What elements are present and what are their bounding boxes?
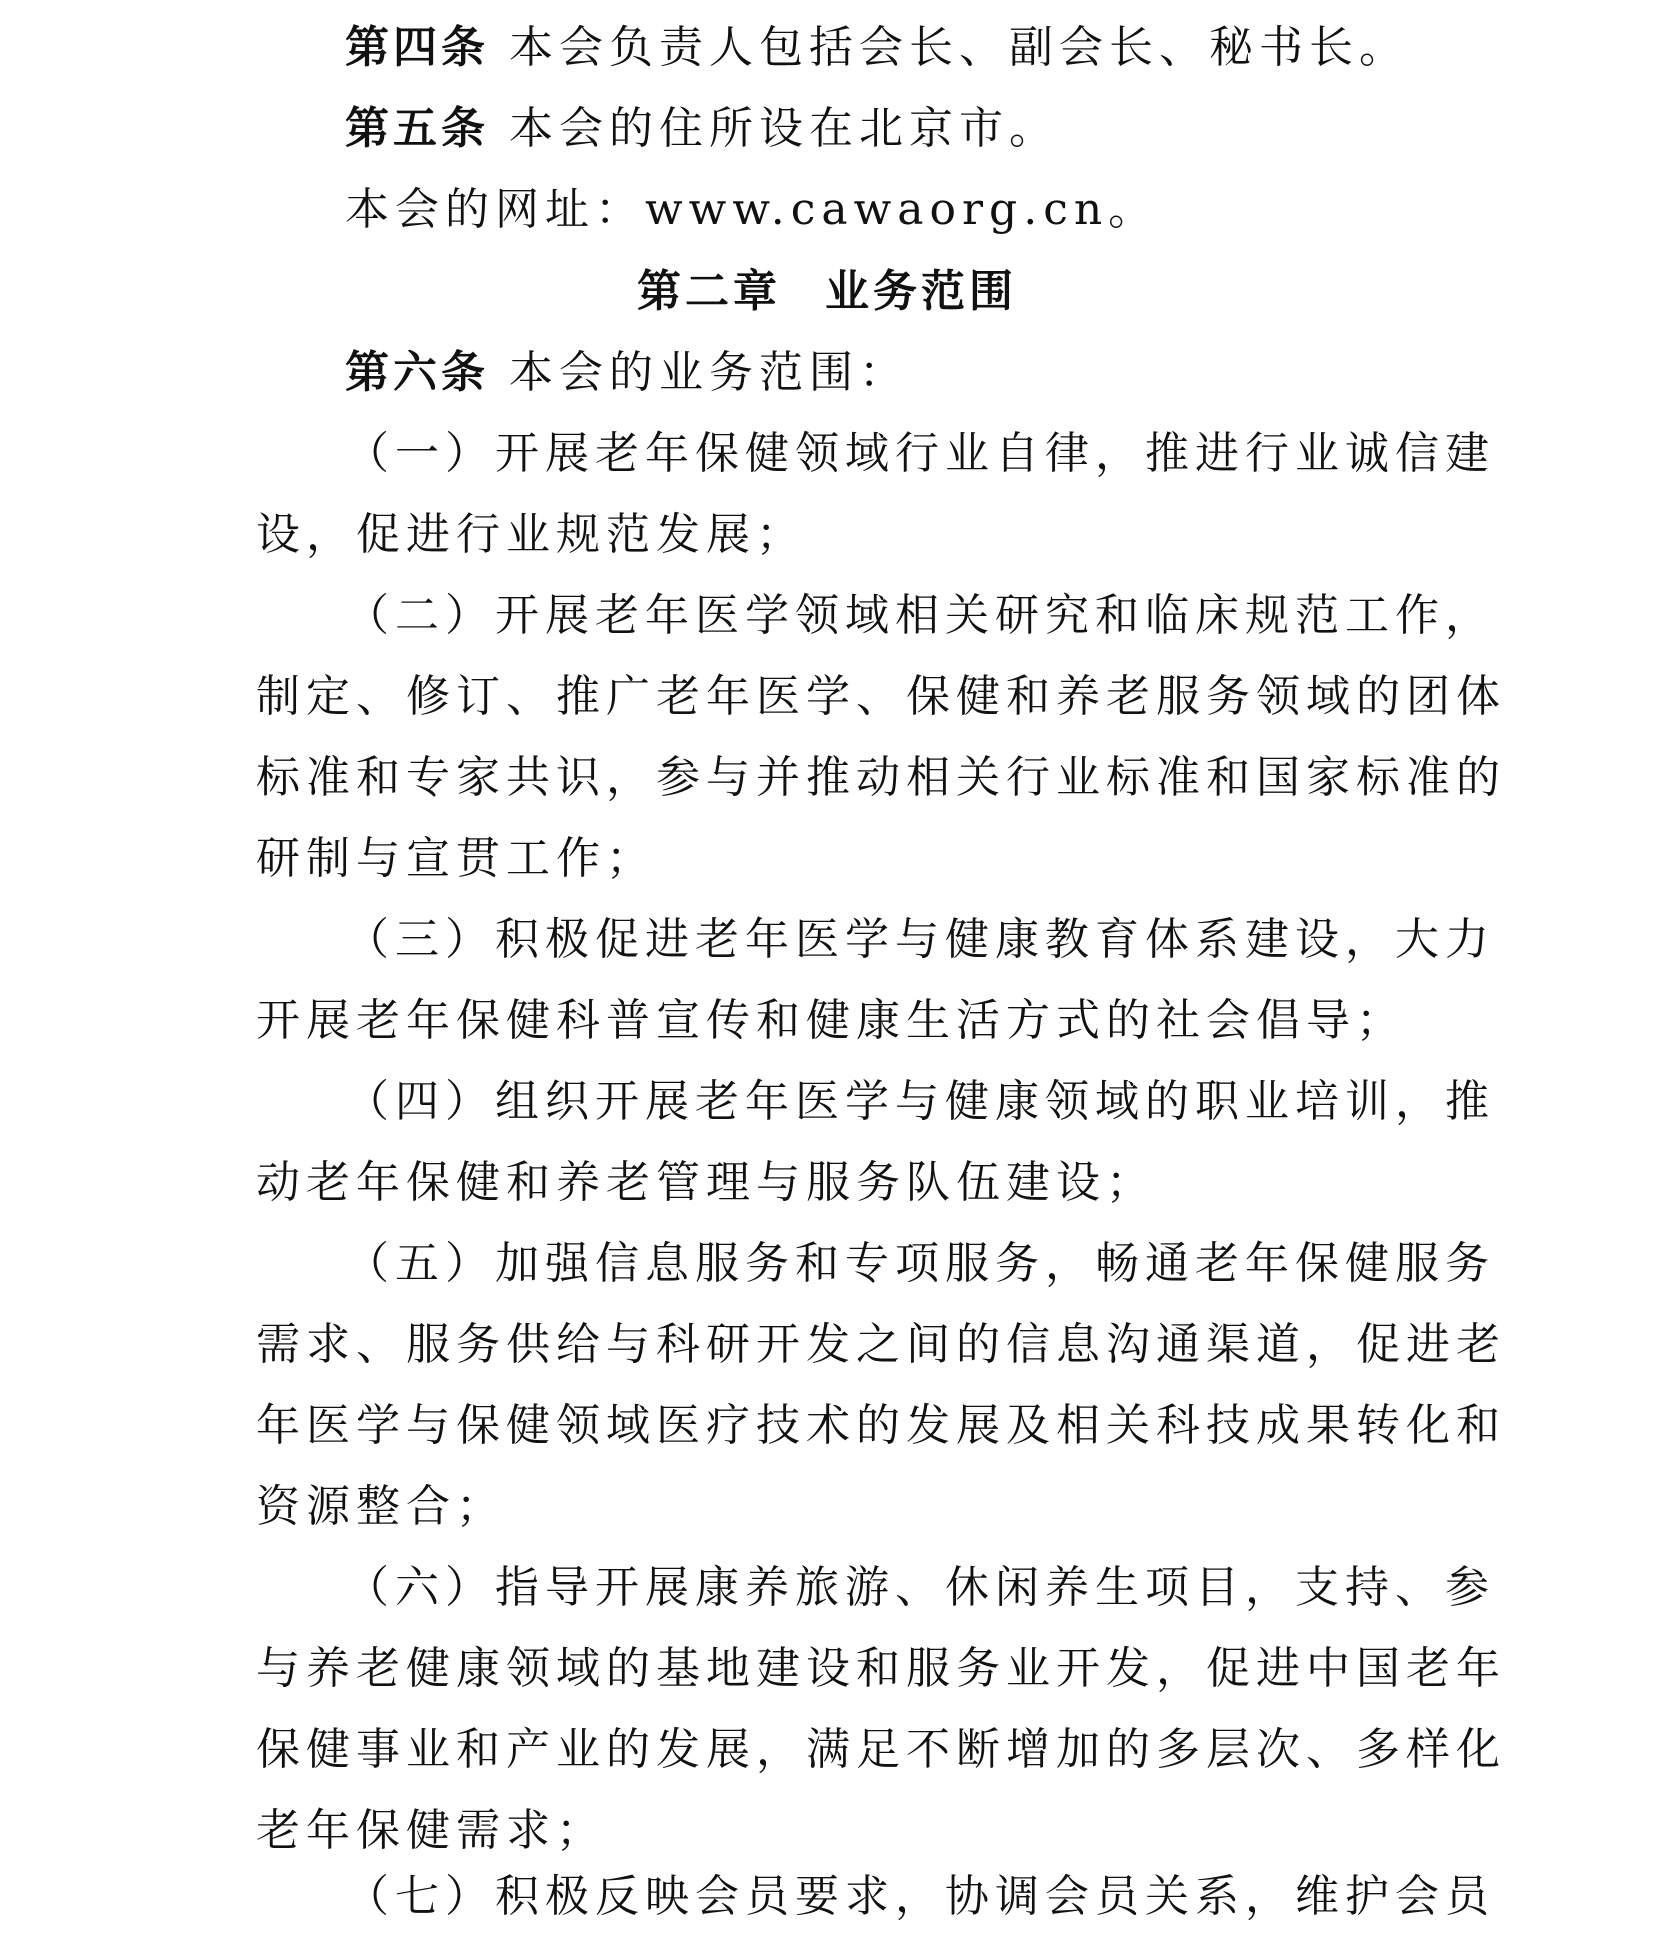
item-4-line-1: （四）组织开展老年医学与健康领域的职业培训，推 <box>345 1076 1495 1127</box>
article-4 <box>345 8 1409 88</box>
article-5 <box>345 89 1372 169</box>
article-5-text: 本会的住所设在北京市。 <box>509 103 1059 154</box>
item-5-line-1: （五）加强信息服务和专项服务，畅通老年保健服务 <box>345 1238 1495 1289</box>
article-4-label: 第四条 <box>345 22 489 73</box>
website-text: 本会的网址：www.cawaorg.cn。 <box>345 184 1159 235</box>
item-5-line-3: 年医学与保健领域医疗技术的发展及相关科技成果转化和 <box>256 1400 1506 1451</box>
item-6-line-1: （六）指导开展康养旅游、休闲养生项目，支持、参 <box>345 1562 1495 1613</box>
item-2-line-4: 研制与宣贯工作； <box>256 833 656 884</box>
item-5-line-4: 资源整合； <box>256 1481 506 1532</box>
item-2-line-3: 标准和专家共识，参与并推动相关行业标准和国家标准的 <box>256 752 1506 803</box>
chapter-number: 第二章 <box>637 266 781 317</box>
item-3-line-2: 开展老年保健科普宣传和健康生活方式的社会倡导； <box>256 995 1406 1046</box>
article-6-text: 本会的业务范围： <box>509 347 909 398</box>
website-line <box>345 170 1372 250</box>
chapter-heading <box>0 252 1654 332</box>
article-6 <box>345 333 1372 413</box>
item-1-line-2: 设，促进行业规范发展； <box>256 509 806 560</box>
item-2-line-2: 制定、修订、推广老年医学、保健和养老服务领域的团体 <box>256 671 1506 722</box>
item-6-line-2: 与养老健康领域的基地建设和服务业开发，促进中国老年 <box>256 1643 1506 1694</box>
item-4-line-2: 动老年保健和养老管理与服务队伍建设； <box>256 1157 1156 1208</box>
chapter-title: 业务范围 <box>825 266 1017 317</box>
item-5-line-2: 需求、服务供给与科研开发之间的信息沟通渠道，促进老 <box>256 1319 1506 1370</box>
item-6-line-3: 保健事业和产业的发展，满足不断增加的多层次、多样化 <box>256 1724 1506 1775</box>
item-3-line-1: （三）积极促进老年医学与健康教育体系建设，大力 <box>345 914 1495 965</box>
item-7-line-1: （七）积极反映会员要求，协调会员关系，维护会员 <box>345 1871 1495 1922</box>
item-2-line-1: （二）开展老年医学领域相关研究和临床规范工作， <box>345 590 1495 641</box>
article-6-label: 第六条 <box>345 347 489 398</box>
item-1-line-1: （一）开展老年保健领域行业自律，推进行业诚信建 <box>345 428 1495 479</box>
item-6-line-4: 老年保健需求； <box>256 1805 606 1856</box>
article-5-label: 第五条 <box>345 103 489 154</box>
article-4-text: 本会负责人包括会长、副会长、秘书长。 <box>509 22 1409 73</box>
